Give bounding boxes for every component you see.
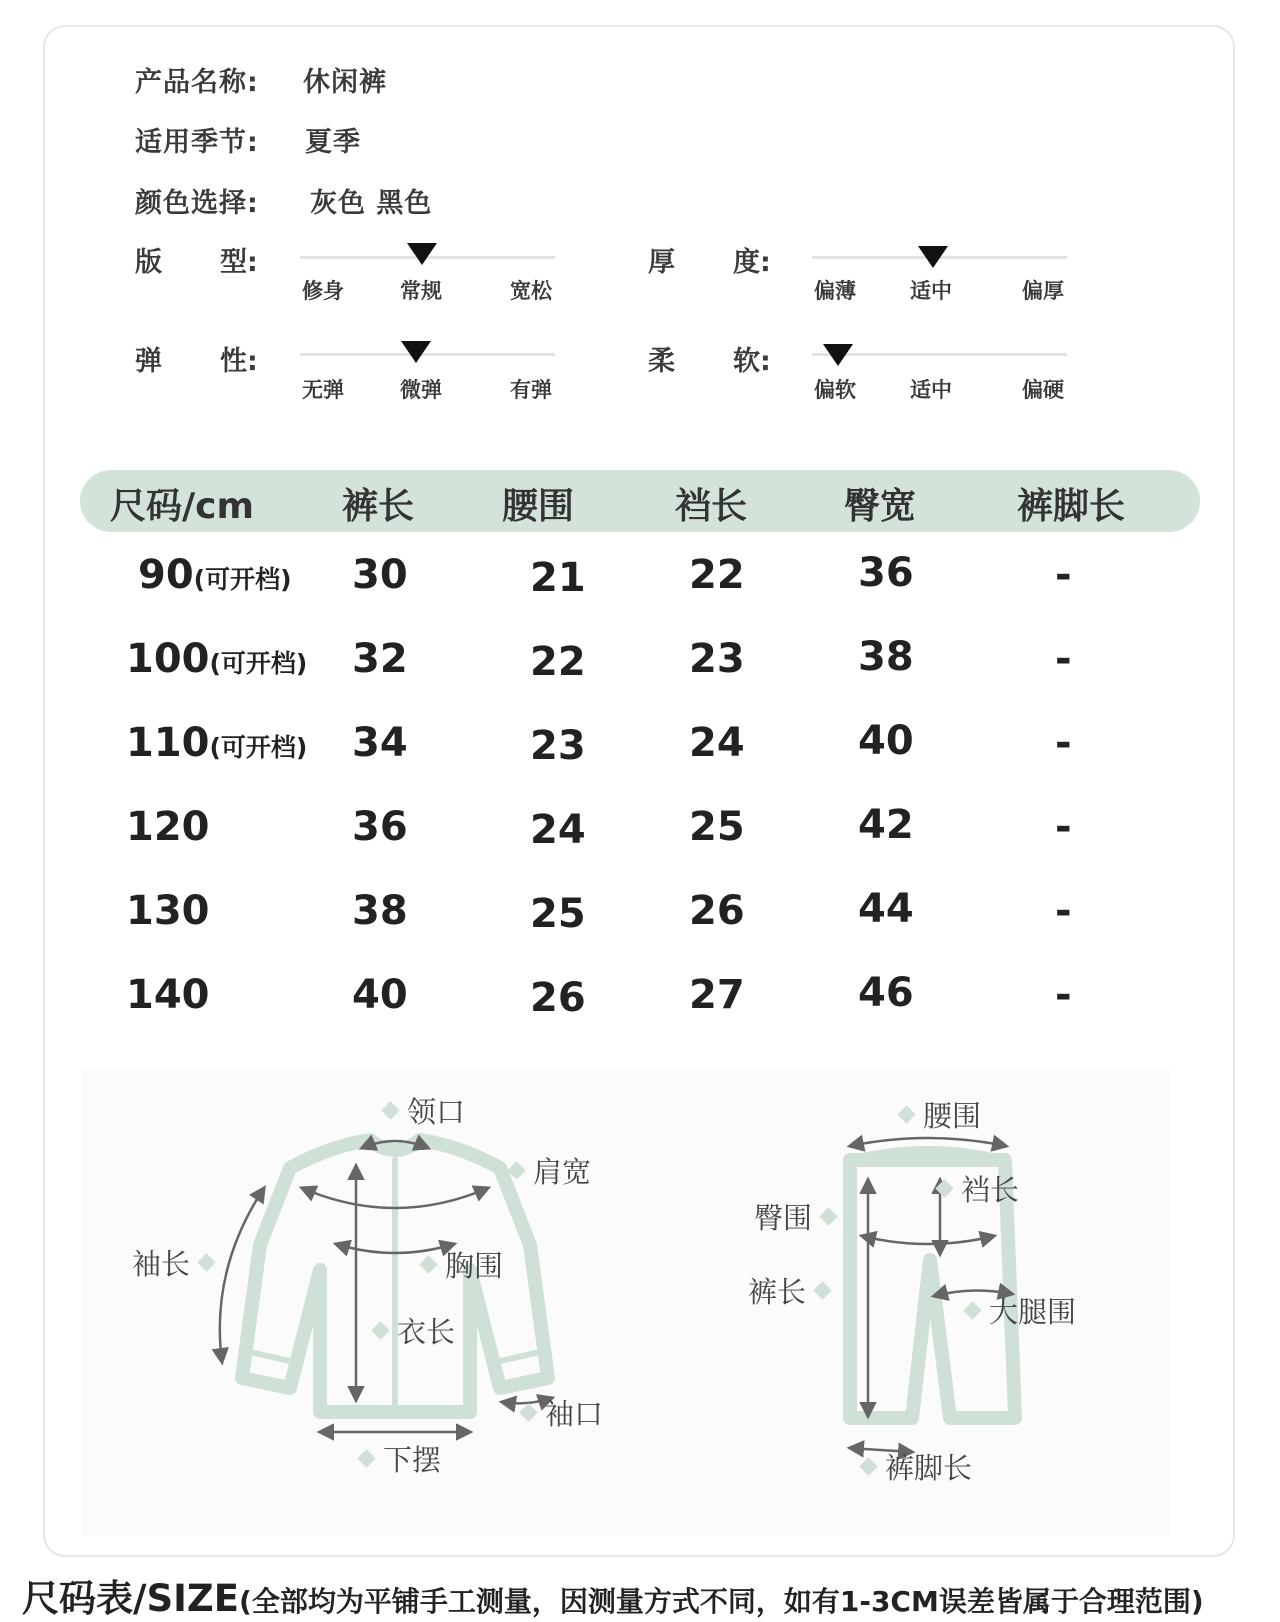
cell-rise: 22 — [689, 552, 745, 598]
label-cuff: 袖口 — [512, 1392, 603, 1433]
footer-note: (全部均为平铺手工测量，因测量方式不同，如有1-3CM误差皆属于合理范围) — [239, 1585, 1204, 1618]
cell-rise: 24 — [689, 720, 745, 766]
cell-hip: 44 — [858, 886, 914, 932]
row-note: (可开档) — [209, 649, 308, 678]
diamond-icon — [935, 1179, 953, 1197]
row-size: 120 — [126, 804, 210, 850]
scale-fit-option: 常规 — [400, 279, 442, 303]
cell-waist: 23 — [530, 723, 586, 769]
size-table-header — [80, 470, 1200, 532]
footer-caption — [22, 1568, 1204, 1622]
scale-softness-marker — [823, 344, 853, 366]
label-waist: 腰围 — [890, 1094, 981, 1135]
season-value: 夏季 — [305, 127, 361, 158]
season-label: 适用季节: — [135, 127, 259, 158]
cell-hip: 38 — [858, 634, 914, 680]
diamond-icon — [859, 1457, 877, 1475]
scale-fit-option: 宽松 — [510, 279, 552, 303]
diamond-icon — [813, 1281, 831, 1299]
cell-leg-opening: - — [1055, 972, 1072, 1018]
scale-elasticity-label-a: 弹 — [135, 346, 162, 377]
cell-hip: 42 — [858, 802, 914, 848]
cell-rise: 23 — [689, 636, 745, 682]
label-chest: 胸围 — [412, 1244, 503, 1285]
scale-fit-label-a: 版 — [135, 247, 162, 278]
scale-elasticity-label-b: 性: — [220, 346, 258, 377]
diamond-icon — [357, 1449, 375, 1467]
cell-leg-opening: - — [1055, 804, 1072, 850]
cell-rise: 26 — [689, 888, 745, 934]
diamond-icon — [963, 1301, 981, 1319]
scale-fit-option: 修身 — [302, 279, 344, 303]
scale-softness-option: 偏软 — [814, 378, 856, 402]
cell-rise: 25 — [689, 804, 745, 850]
scale-elasticity-marker — [401, 341, 431, 363]
scale-softness-label-b: 软: — [733, 346, 771, 377]
cell-pants-length: 36 — [352, 804, 408, 850]
cell-pants-length: 30 — [352, 552, 408, 598]
cell-waist: 24 — [530, 807, 586, 853]
diamond-icon — [897, 1105, 915, 1123]
cell-leg-opening: - — [1055, 552, 1072, 598]
scale-thickness-marker — [918, 246, 948, 268]
product-name-value: 休闲裤 — [303, 67, 387, 98]
diamond-icon — [381, 1101, 399, 1119]
cell-pants-length: 32 — [352, 636, 408, 682]
cell-waist: 25 — [530, 891, 586, 937]
diamond-icon — [819, 1207, 837, 1225]
scale-elasticity-option: 无弹 — [302, 378, 344, 402]
label-hem: 下摆 — [350, 1438, 441, 1479]
header-hip: 臀宽 — [844, 486, 917, 527]
row-size: 90 — [138, 552, 194, 598]
scale-softness-label-a: 柔 — [648, 346, 675, 377]
cell-leg-opening: - — [1055, 888, 1072, 934]
scale-elasticity-option: 微弹 — [400, 378, 442, 402]
product-name-label: 产品名称: — [135, 67, 259, 98]
header-rise: 裆长 — [675, 486, 748, 527]
cell-waist: 22 — [530, 639, 586, 685]
header-waist: 腰围 — [502, 486, 575, 527]
label-hip: 臀围 — [754, 1196, 845, 1237]
row-size: 100 — [126, 636, 210, 682]
header-size: 尺码/cm — [110, 486, 255, 527]
scale-fit-marker — [407, 243, 437, 265]
scale-thickness-label-b: 度: — [733, 247, 771, 278]
cell-hip: 36 — [858, 550, 914, 596]
scale-fit-label-b: 型: — [220, 247, 258, 278]
color-value: 灰色 黑色 — [310, 188, 433, 219]
label-length: 衣长 — [364, 1310, 455, 1351]
scale-softness-option: 适中 — [910, 378, 952, 402]
row-note: (可开档) — [193, 565, 292, 594]
color-label: 颜色选择: — [135, 188, 259, 219]
row-size: 130 — [126, 888, 210, 934]
scale-thickness-option: 偏厚 — [1022, 279, 1064, 303]
row-note: (可开档) — [209, 733, 308, 762]
label-shoulder: 肩宽 — [500, 1150, 591, 1191]
cell-pants-length: 38 — [352, 888, 408, 934]
cell-hip: 46 — [858, 970, 914, 1016]
diamond-icon — [507, 1161, 525, 1179]
label-leg-opening: 裤脚长 — [852, 1446, 972, 1487]
label-sleeve: 袖长 — [132, 1242, 223, 1283]
diamond-icon — [519, 1403, 537, 1421]
scale-thickness-label-a: 厚 — [648, 247, 675, 278]
label-pants-length: 裤长 — [748, 1270, 839, 1311]
cell-pants-length: 34 — [352, 720, 408, 766]
label-collar: 领口 — [374, 1090, 465, 1131]
cell-waist: 26 — [530, 975, 586, 1021]
header-pants-length: 裤长 — [342, 486, 415, 527]
scale-elasticity-option: 有弹 — [510, 378, 552, 402]
diamond-icon — [419, 1255, 437, 1273]
label-rise: 裆长 — [928, 1168, 1019, 1209]
cell-leg-opening: - — [1055, 636, 1072, 682]
cell-leg-opening: - — [1055, 720, 1072, 766]
label-thigh: 大腿围 — [956, 1290, 1076, 1331]
cell-hip: 40 — [858, 718, 914, 764]
cell-pants-length: 40 — [352, 972, 408, 1018]
header-leg-opening: 裤脚长 — [1017, 486, 1126, 527]
scale-thickness-option: 偏薄 — [814, 279, 856, 303]
footer-title: 尺码表/SIZE — [22, 1577, 240, 1620]
cell-rise: 27 — [689, 972, 745, 1018]
cell-waist: 21 — [530, 555, 586, 601]
row-size: 140 — [126, 972, 210, 1018]
row-size: 110 — [126, 720, 210, 766]
scale-softness-option: 偏硬 — [1022, 378, 1064, 402]
diamond-icon — [371, 1321, 389, 1339]
diamond-icon — [197, 1253, 215, 1271]
scale-thickness-option: 适中 — [910, 279, 952, 303]
